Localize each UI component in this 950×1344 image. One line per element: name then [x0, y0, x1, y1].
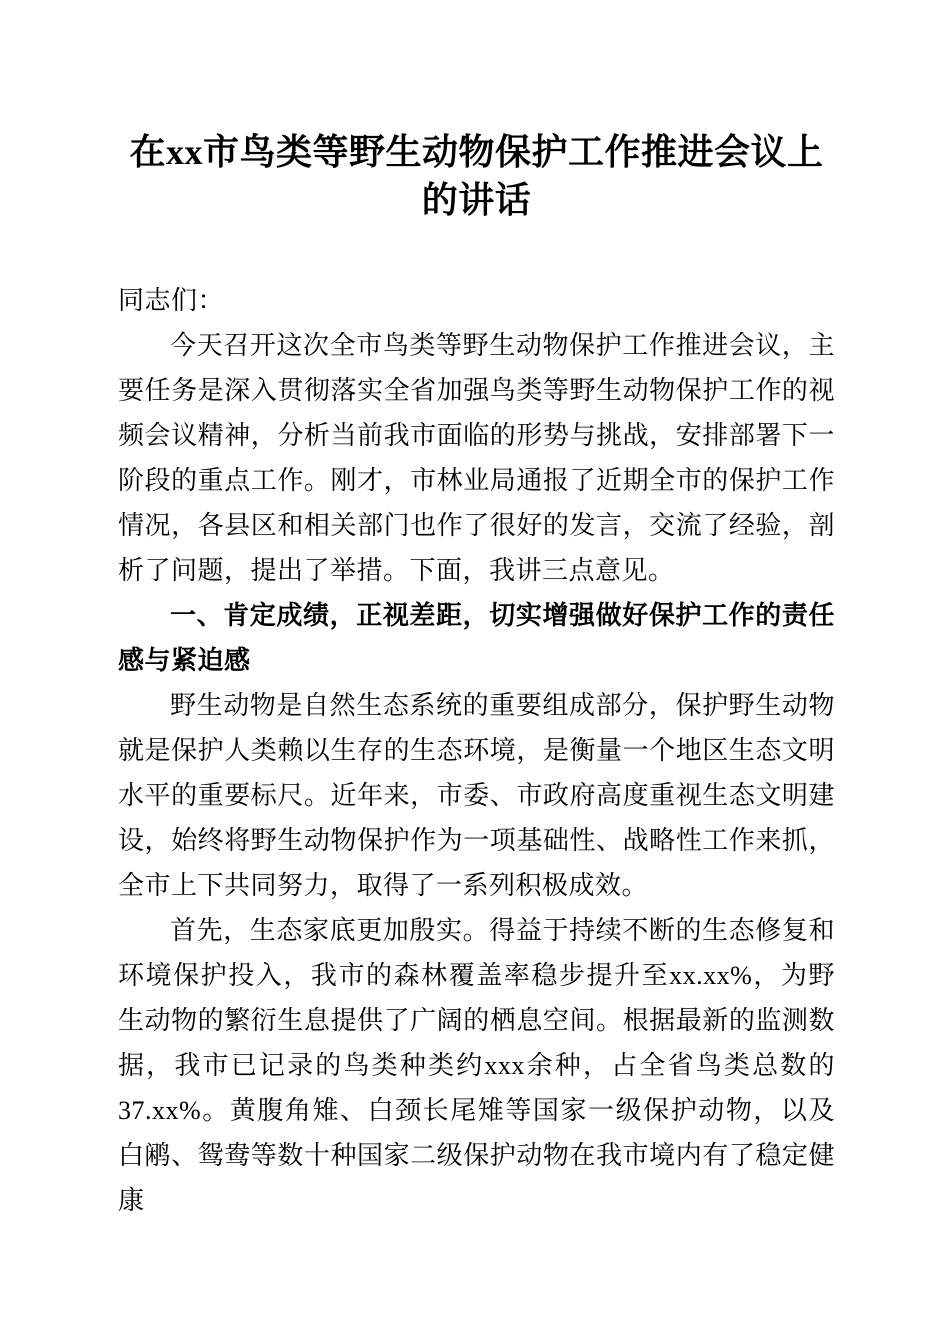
document-title: 在xx市鸟类等野生动物保护工作推进会议上的讲话 — [129, 132, 824, 220]
paragraph-ecology-achievements: 首先，生态家底更加殷实。得益于持续不断的生态修复和环境保护投入，我市的森林覆盖率稳步提升至xx.xx%，为野生动物的繁衍生息提供了广阔的栖息空间。根据最新的监测数据，我市已记录的鸟类种类约xxx余种，占全省鸟类总数的37.xx%。黄腹角雉、白颈长尾雉等国家一级保护动物，以及白鹇、鸳鸯等数十种国家二级保护动物在我市境内有了稳定健康 — [118, 916, 835, 1215]
section-heading-1: 一、肯定成绩，正视差距，切实增强做好保护工作的责任感与紧迫感 — [118, 600, 835, 675]
salutation: 同志们： — [118, 286, 225, 315]
paragraph-opening: 今天召开这次全市鸟类等野生动物保护工作推进会议，主要任务是深入贯彻落实全省加强鸟类等野生动物保护工作的视频会议精神，分析当前我市面临的形势与挑战，安排部署下一阶段的重点工作。刚才，市林业局通报了近期全市的保护工作情况，各县区和相关部门也作了很好的发言，交流了经验，剖析了问题，提出了举措。下面，我讲三点意见。 — [118, 331, 835, 585]
paragraph-wildlife-significance: 野生动物是自然生态系统的重要组成部分，保护野生动物就是保护人类赖以生存的生态环境，是衡量一个地区生态文明水平的重要标尺。近年来，市委、市政府高度重视生态文明建设，始终将野生动物保护作为一项基础性、战略性工作来抓，全市上下共同努力，取得了一系列积极成效。 — [118, 691, 835, 900]
